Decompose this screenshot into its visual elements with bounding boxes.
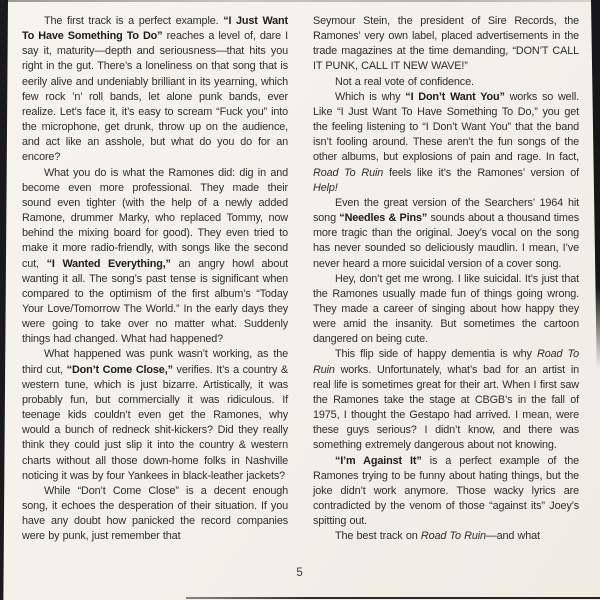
song-title-bold: “Needles & Pins” (339, 212, 428, 225)
paragraph (22, 14, 288, 166)
song-title-bold: “I Wanted Everything,” (46, 257, 171, 270)
paragraph (22, 166, 288, 348)
body-text: What you do is what the Ramones did: dig in and become even more professional. They made their sound even tighter (with the help of a newly added Ramone, drummer Marky, who replaced Tommy, now behind the mixing board for good). They even tried to make it more radio-friendly, with songs like the second cut, (22, 166, 288, 270)
paragraph (22, 347, 288, 483)
album-title-italic: Road To Ruin (313, 348, 579, 376)
body-text: is a perfect example of the Ramones trying to be funny about hating things, but the joke didn’t work anymore. Those wacky lyrics are contradicted by the venom of those “against its” Joey’s spitting out. (313, 454, 579, 528)
paragraph (313, 14, 579, 75)
body-text: This flip side of happy dementia is why (335, 348, 538, 361)
text-column-left (22, 14, 288, 560)
paragraph (22, 484, 288, 545)
paragraph (313, 529, 579, 544)
body-text: The best track on (335, 530, 421, 543)
spine-shadow (0, 0, 8, 600)
page-number: 5 (296, 567, 304, 579)
body-text: Hey, don’t get me wrong. I like suicidal. It’s just that the Ramones usually made fun of things going wrong. They made a career of singing about how happy they were amid the insanity. But sometimes the cartoon dangered on being cute. (313, 272, 579, 346)
body-text: —and what (485, 530, 540, 543)
paragraph (313, 272, 579, 348)
text-column-right (313, 14, 579, 560)
body-text: What happened was punk wasn’t working, as the third cut, (22, 348, 288, 376)
body-text: feels like it’s the Ramones’ version of (383, 166, 580, 179)
body-text: reaches a level of, dare I say it, maturity—depth and seriousness—that hits you right in the gut. There’s a loneliness on that song that is eerily alive and undeniably brilliant in its yearning, which few rock ’n’ roll bands, let alone punk bands, ever realize. Let’s face it, it’s easy to scream “Fuck you” into the microphone, get drunk, throw up on the audience, and act like an asshole, but what do you do for an encore? (22, 30, 288, 164)
song-title-bold: “I’m Against It” (335, 454, 422, 467)
paragraph (313, 196, 579, 272)
liner-notes-text (22, 14, 579, 560)
body-text: works. Unfortunately, what’s bad for an artist in real life is sometimes great for their art. When I first saw the Ramones take the stage at CBGB’s in the fall of 1975, I thought the Gestapo had arrived. I mean, were these guys serious? I didn’t know, and there was something extremely dangerous about not knowing. (313, 363, 579, 452)
body-text: Which is why (335, 90, 406, 103)
body-text: While “Don’t Come Close” is a decent enough song, it echoes the desperation of their situation. If you have any doubt how panicked the record companies were by punk, just remember that (22, 484, 288, 543)
body-text: Seymour Stein, the president of Sire Records, the Ramones’ very own label, placed advertisements in the trade magazines at the time demanding, “DON’T CALL IT PUNK, CALL IT NEW WAVE!” (313, 15, 579, 73)
right-page-edge (591, 0, 600, 368)
body-text: verifies. It’s a country & western tune, which is just bizarre. Artistically, it was probably fun, but commercially it was ridiculous. If teenage kids couldn’t even get the Ramones, why would a bunch of redneck shit-kickers? Did they really think they could just slip it into the country & western charts without all those down-home folks in Nashville noticing it was by four Yankees in black-leather jackets? (22, 363, 288, 482)
paragraph (313, 90, 579, 196)
song-title-bold: “I Don’t Want You” (405, 90, 505, 103)
body-text: The first track is a perfect example. (44, 15, 224, 27)
song-title-bold: “Don’t Come Close,” (66, 363, 173, 376)
album-title-italic: Road To Ruin (313, 166, 384, 179)
paragraph (313, 75, 579, 90)
body-text: Not a real vote of confidence. (335, 75, 474, 88)
song-title-bold: “I Just Want To Have Something To Do” (22, 15, 289, 43)
paragraph (313, 347, 579, 453)
paragraph (313, 454, 579, 530)
bottom-page-edge (186, 597, 600, 599)
body-text: Even the great version of the Searchers’ 1964 hit song (313, 196, 579, 225)
body-text: sounds about a thousand times more tragic than the original. Joey’s vocal on the song has never sounded so deliciously maudlin. I mean, I’ve never heard a more suicidal version of a cover song. (313, 212, 579, 270)
album-title-italic: Help! (313, 181, 338, 194)
page-top-edge (0, 0, 600, 2)
album-title-italic: Road To Ruin (420, 530, 486, 543)
body-text: works so well. Like “I Just Want To Have Something To Do,” you get the feeling listening to “I Don’t Want You” that the band isn’t fooling around. These aren’t the fun songs of the other albums, but explosions of pain and rage. In fact, (313, 90, 579, 164)
body-text: an angry howl about wanting it all. The song’s past tense is significant when compared to the optimism of the first album’s “Today Your Love/Tomorrow The World.” In the early days they were going to take over no matter what. Suddenly things had changed. What had happened? (22, 257, 288, 346)
